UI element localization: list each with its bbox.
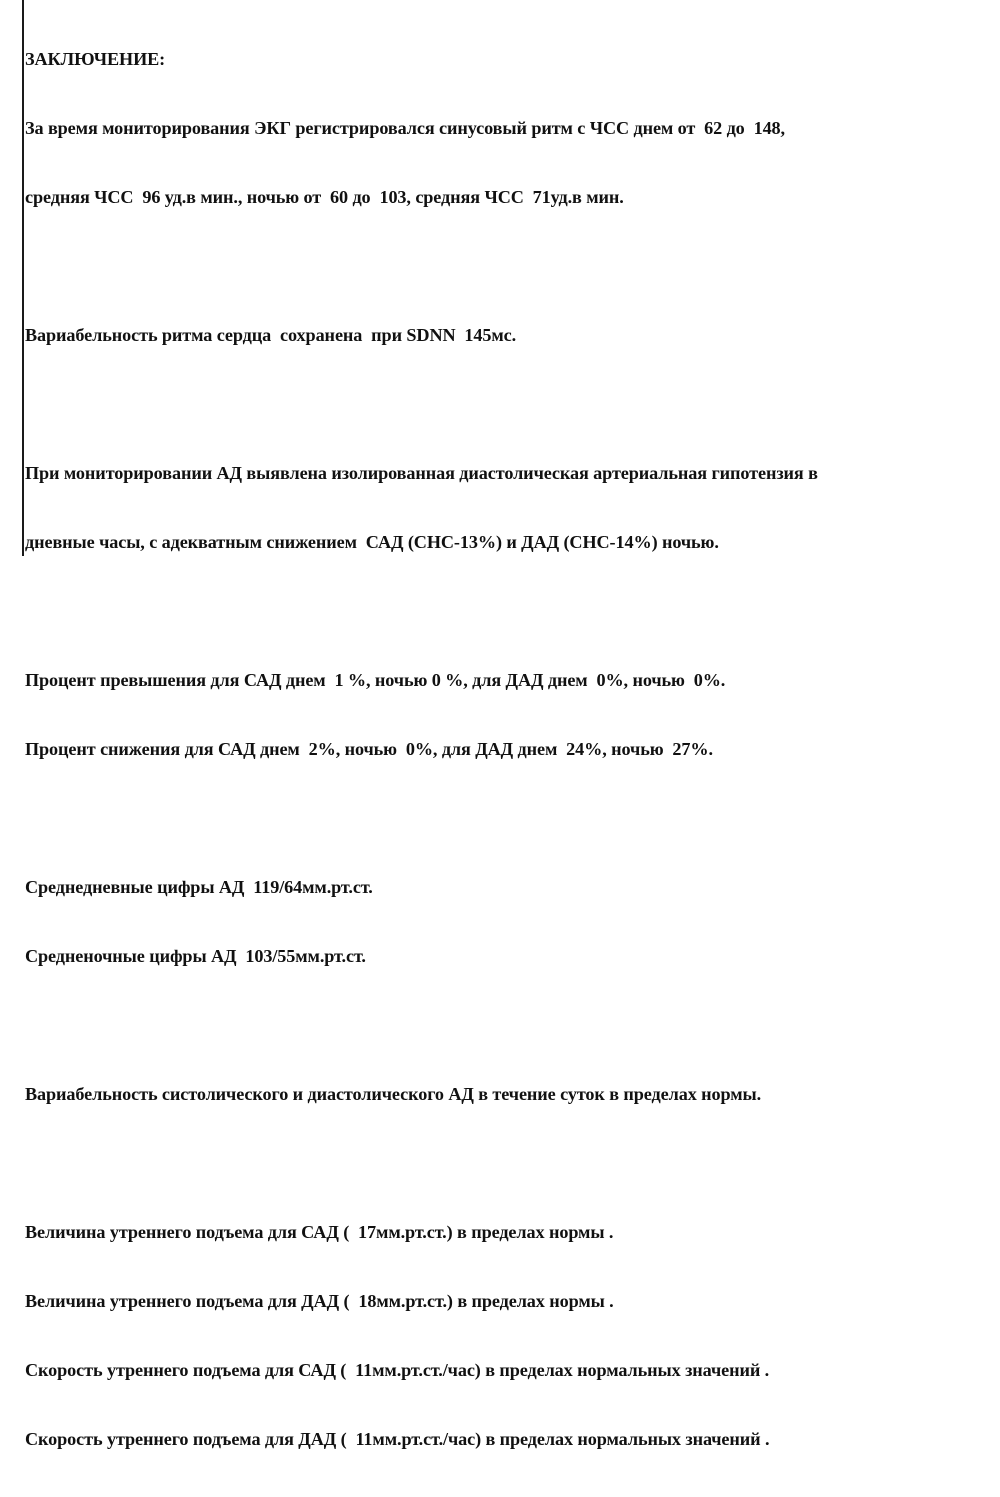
blank-line xyxy=(25,1152,995,1175)
bp-monitoring-line-2: дневные часы, с адекватным снижением САД (СНС-13%) и ДАД (СНС-14%) ночью. xyxy=(25,532,719,552)
ecg-line-2: средняя ЧСС 96 уд.в мин., ночью от 60 до 103, средняя ЧСС 71уд.в мин. xyxy=(25,187,624,207)
hrv-line: Вариабельность ритма сердца сохранена при SDNN 145мс. xyxy=(25,325,517,345)
night-average-line: Средненочные цифры АД 103/55мм.рт.ст. xyxy=(25,946,366,966)
blank-line xyxy=(25,1014,995,1037)
blank-line xyxy=(25,393,995,416)
conclusion-text xyxy=(25,2,995,1497)
blank-line xyxy=(25,255,995,278)
ecg-line-1: За время мониторирования ЭКГ регистрировался синусовый ритм с ЧСС днем от 62 до 148, xyxy=(25,118,785,138)
bp-monitoring-line-1: При мониторировании АД выявлена изолированная диастолическая артериальная гипотензия в xyxy=(25,463,818,483)
morning-rise-sad-line: Величина утреннего подъема для САД ( 17мм.рт.ст.) в пределах нормы . xyxy=(25,1222,614,1242)
excess-percent-line: Процент превышения для САД днем 1 %, ночью 0 %, для ДАД днем 0%, ночью 0%. xyxy=(25,670,726,690)
decrease-percent-line: Процент снижения для САД днем 2%, ночью 0%, для ДАД днем 24%, ночью 27%. xyxy=(25,739,713,759)
morning-rise-dad-line: Величина утреннего подъема для ДАД ( 18мм.рт.ст.) в пределах нормы . xyxy=(25,1291,614,1311)
morning-speed-sad-line: Скорость утреннего подъема для САД ( 11мм.рт.ст./час) в пределах нормальных значений . xyxy=(25,1360,770,1380)
blank-line xyxy=(25,600,995,623)
conclusion-heading: ЗАКЛЮЧЕНИЕ: xyxy=(25,49,166,69)
variability-line: Вариабельность систолического и диастолического АД в течение суток в пределах нормы. xyxy=(25,1084,762,1104)
day-average-line: Среднедневные цифры АД 119/64мм.рт.ст. xyxy=(25,877,373,897)
morning-speed-dad-line: Скорость утреннего подъема для ДАД ( 11мм.рт.ст./час) в пределах нормальных значений . xyxy=(25,1429,770,1449)
left-margin-rule xyxy=(22,0,24,556)
blank-line xyxy=(25,807,995,830)
